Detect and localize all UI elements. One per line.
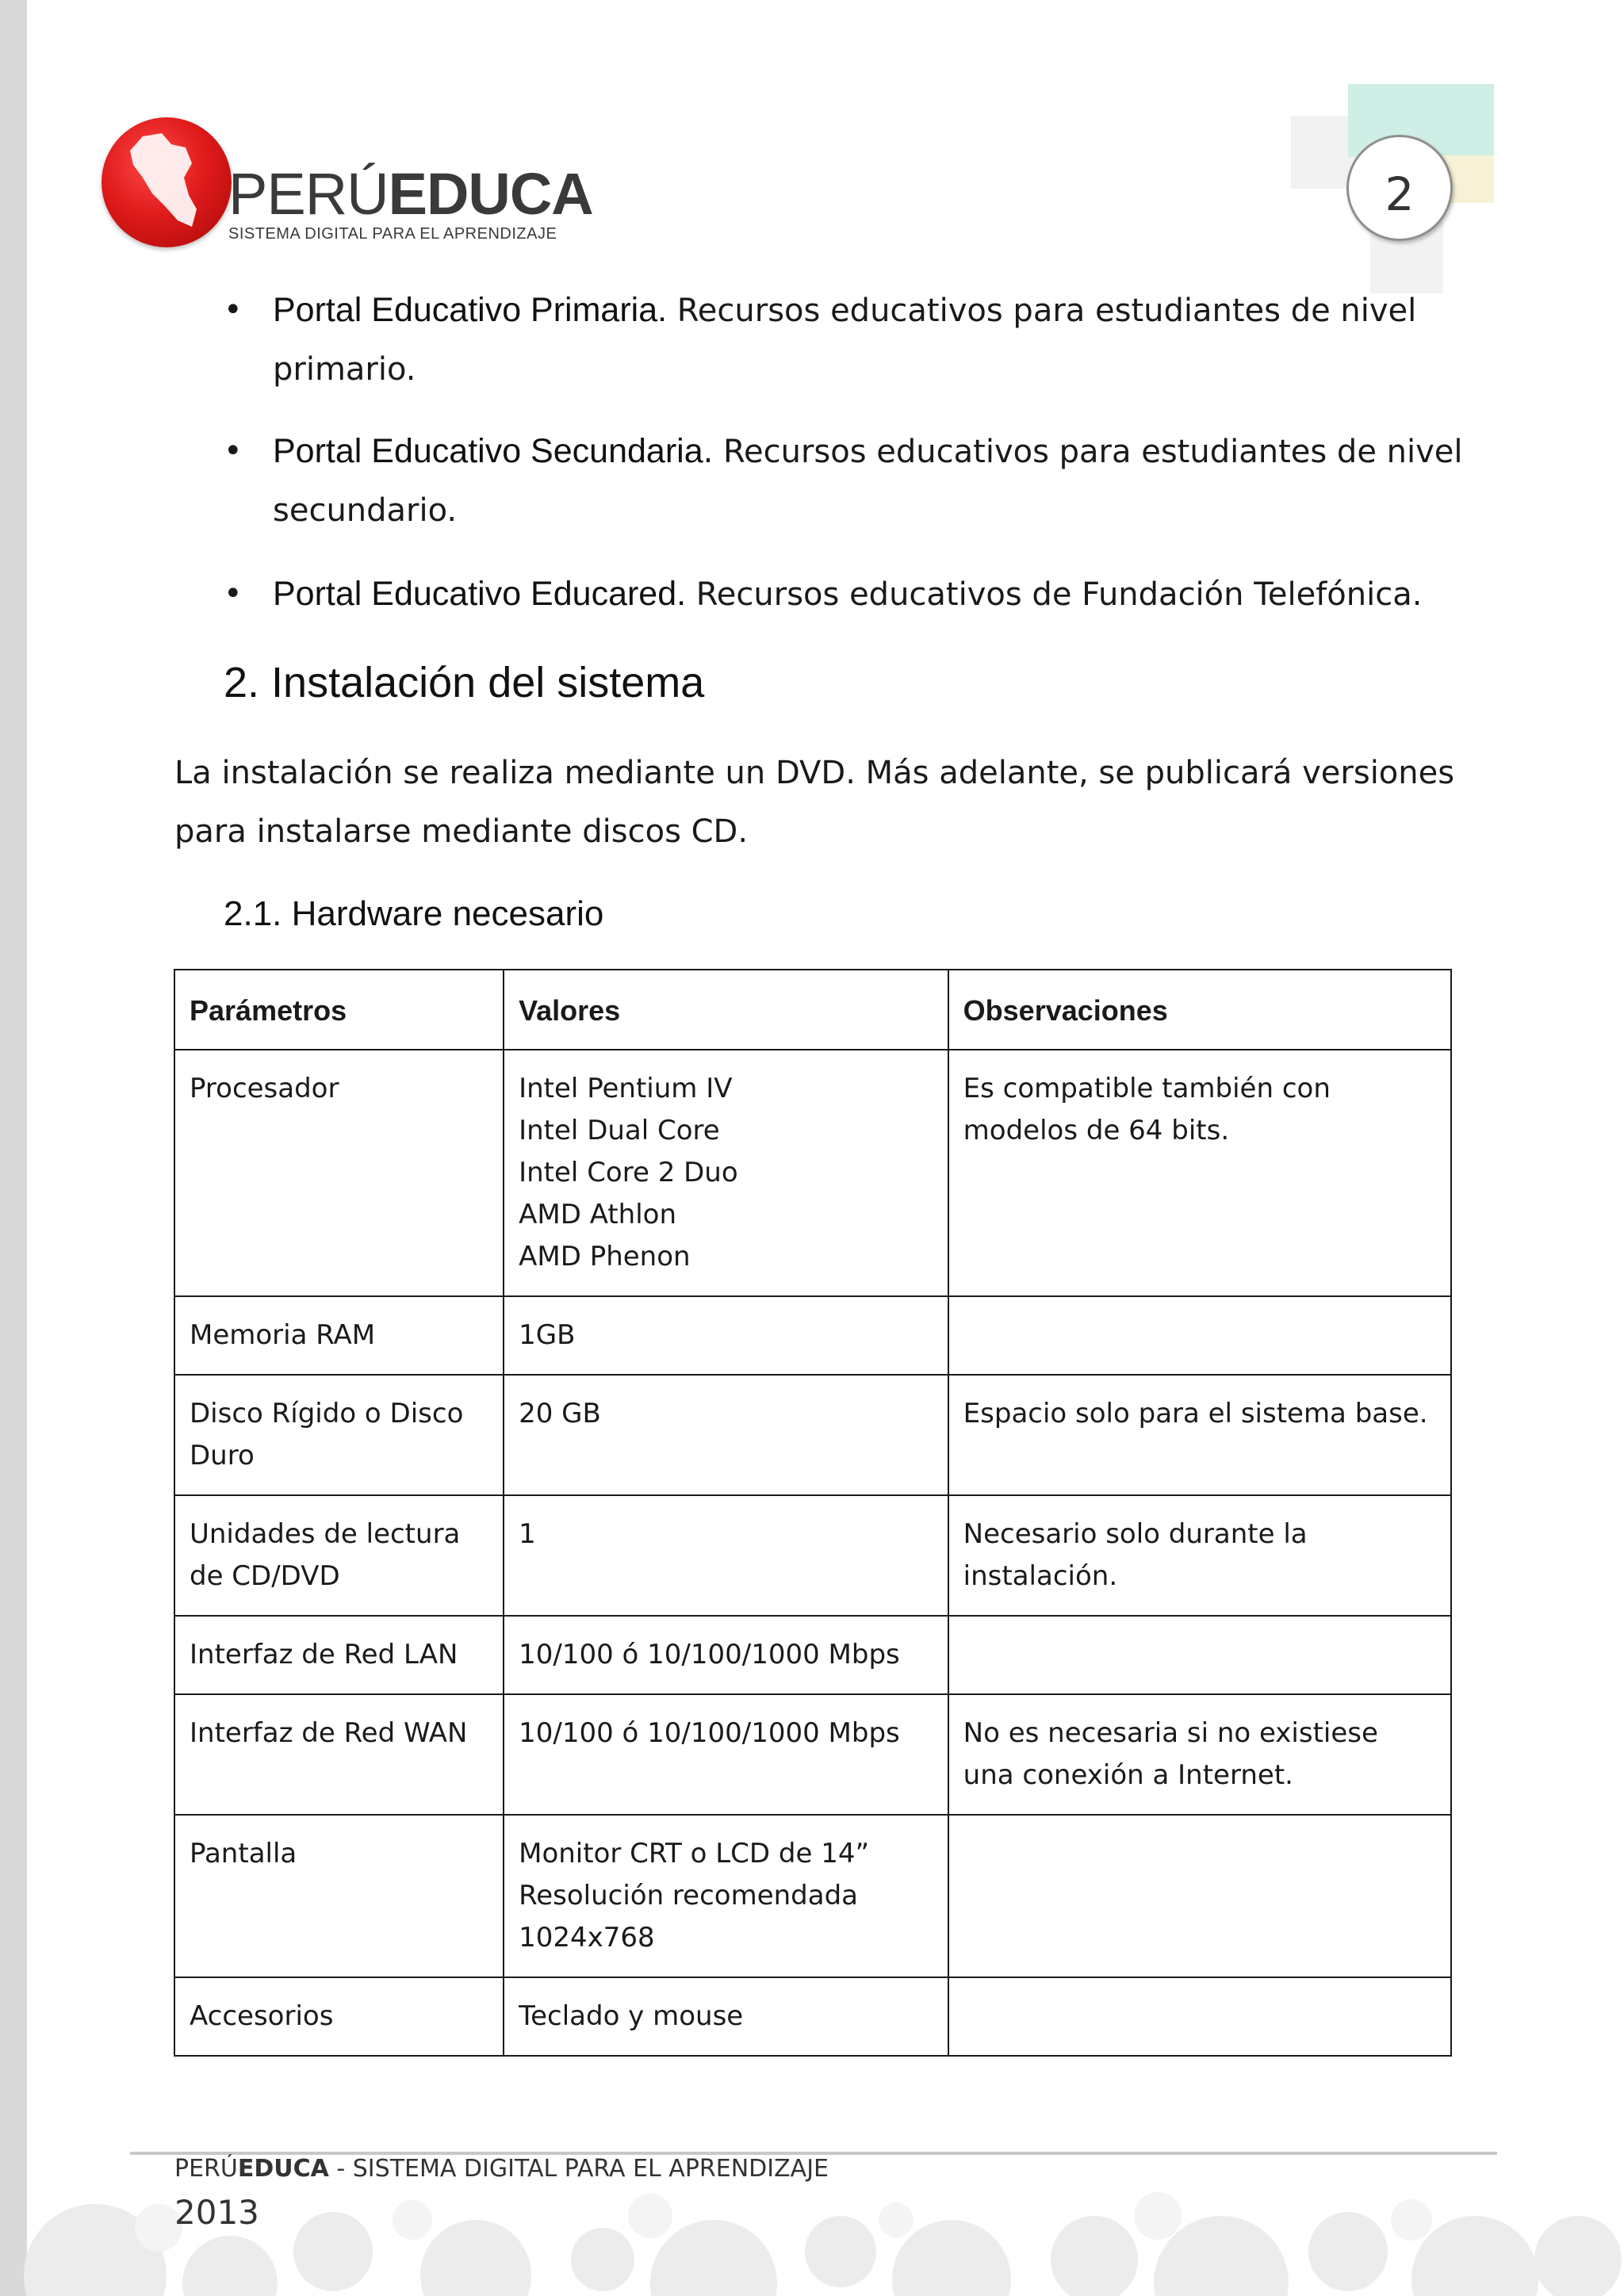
value-line: 1GB [519, 1319, 576, 1351]
peru-map-icon [125, 132, 205, 233]
page-number: 2 [1385, 167, 1415, 221]
value-cell [504, 1616, 948, 1694]
obs-cell [948, 1977, 1451, 2056]
value-line: Intel Pentium IV [519, 1073, 733, 1104]
bullet-text: . Recursos educativos para estudiantes de nivel secundario. [273, 434, 1463, 529]
column-header: Observaciones [948, 970, 1451, 1050]
param-cell: Disco Rígido o Disco Duro [174, 1375, 504, 1495]
footer-text: PERÚEDUCA - SISTEMA DIGITAL PARA EL APRENDIZAJE [174, 2155, 829, 2183]
param-cell: Procesador [174, 1050, 504, 1296]
peru-educa-logo [102, 117, 593, 252]
value-cell [504, 1977, 948, 2056]
param-cell: Pantalla [174, 1815, 504, 1977]
table-row [174, 1694, 1451, 1815]
column-header: Parámetros [174, 970, 504, 1050]
bullet-icon: • [224, 576, 243, 612]
value-line: 10/100 ó 10/100/1000 Mbps [519, 1717, 900, 1749]
bullet-text: Recursos educativos de Fundación Telefónica. [686, 576, 1423, 613]
page-number-badge [1346, 135, 1453, 241]
obs-cell: Es compatible también con modelos de 64 bits. [948, 1050, 1451, 1296]
value-cell [504, 1815, 948, 1977]
param-cell: Memoria RAM [174, 1296, 504, 1375]
obs-cell [948, 1815, 1451, 1977]
left-margin-bar [0, 0, 27, 2296]
value-line: 1 [519, 1518, 536, 1550]
table-row [174, 1495, 1451, 1616]
bullet-icon: • [224, 433, 243, 469]
obs-cell: Necesario solo durante la instalación. [948, 1495, 1451, 1616]
value-line: 10/100 ó 10/100/1000 Mbps [519, 1639, 900, 1670]
bullet-title: Portal Educativo Secundaria [273, 432, 703, 470]
value-line: AMD Athlon [519, 1199, 677, 1230]
table-row [174, 1296, 1451, 1375]
paragraph: La instalación se realiza mediante un DVD. Más adelante, se publicará versiones para instalarse mediante discos CD. [174, 755, 1455, 850]
value-line: 20 GB [519, 1398, 601, 1429]
value-line: Intel Core 2 Duo [519, 1157, 738, 1188]
value-cell [504, 1694, 948, 1815]
table-row [174, 1616, 1451, 1694]
logo-wordmark: PERÚEDUCA [228, 161, 593, 227]
obs-cell [948, 1616, 1451, 1694]
value-cell [504, 1495, 948, 1616]
value-cell [504, 1375, 948, 1495]
logo-emblem [102, 117, 232, 247]
table-header-row [174, 970, 1451, 1050]
obs-cell: Espacio solo para el sistema base. [948, 1375, 1451, 1495]
param-cell: Accesorios [174, 1977, 504, 2056]
section-heading: 2. Instalación del sistema [224, 659, 705, 706]
bullet-icon: • [224, 292, 243, 328]
value-cell [504, 1296, 948, 1375]
param-cell: Unidades de lectura de CD/DVD [174, 1495, 504, 1616]
bullet-title: Portal Educativo Primaria. [273, 291, 668, 329]
param-cell: Interfaz de Red LAN [174, 1616, 504, 1694]
obs-cell [948, 1296, 1451, 1375]
column-header: Valores [504, 970, 948, 1050]
table-row [174, 1977, 1451, 2056]
value-line: Teclado y mouse [519, 2000, 744, 2032]
subsection-heading: 2.1. Hardware necesario [224, 894, 604, 933]
value-line: Monitor CRT o LCD de 14” [519, 1838, 870, 1869]
footer-year: 2013 [174, 2193, 259, 2232]
obs-cell: No es necesaria si no existiese una conexión a Internet. [948, 1694, 1451, 1815]
bullet-text: Recursos educativos para estudiantes de nivel primario. [273, 293, 1417, 388]
value-line: AMD Phenon [519, 1241, 691, 1272]
logo-tagline: SISTEMA DIGITAL PARA EL APRENDIZAJE [228, 225, 557, 243]
hardware-table [174, 969, 1452, 2057]
table-row [174, 1050, 1451, 1296]
value-cell [504, 1050, 948, 1296]
table-row [174, 1375, 1451, 1495]
value-line: Resolución recomendada 1024x768 [519, 1880, 858, 1954]
value-line: Intel Dual Core [519, 1115, 720, 1146]
table-row [174, 1815, 1451, 1977]
param-cell: Interfaz de Red WAN [174, 1694, 504, 1815]
bullet-title: Portal Educativo Educared. [273, 575, 687, 613]
